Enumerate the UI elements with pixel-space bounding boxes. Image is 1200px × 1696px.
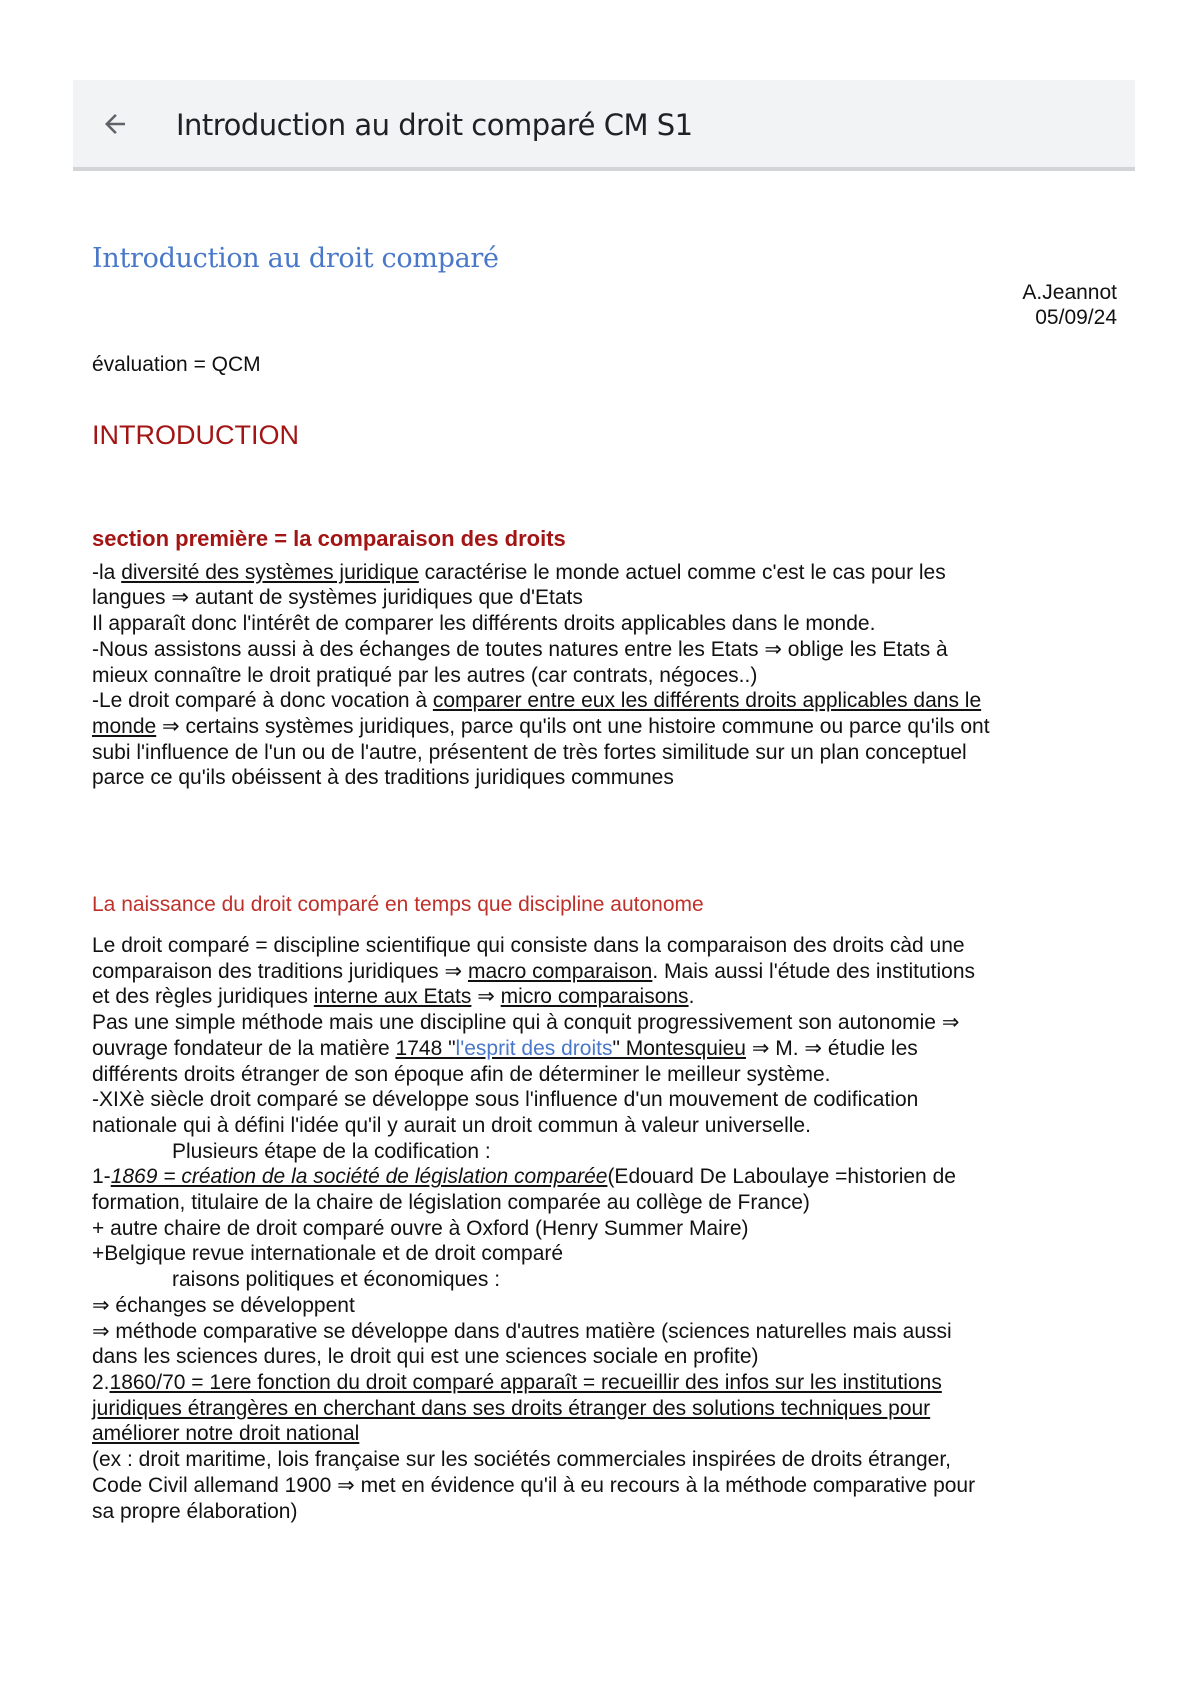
text-line: Il apparaît donc l'intérêt de comparer les différents droits applicables dans le monde. (92, 612, 876, 636)
author-block (92, 280, 1117, 330)
section-heading: section première = la comparaison des droits (92, 525, 566, 551)
top-app-bar (73, 80, 1135, 171)
esprit-des-droits-link[interactable]: l'esprit des droits (455, 1036, 613, 1060)
text-line: formation, titulaire de la chaire de législation comparée au collège de France) (92, 1191, 810, 1215)
text-line: comparaison des traditions juridiques ⇒ macro comparaison. Mais aussi l'étude des institutions (92, 959, 976, 983)
text-line: ⇒ échanges se développent (92, 1293, 355, 1317)
text-line: ouvrage fondateur de la matière 1748 "l'esprit des droits" Montesquieu ⇒ M. ⇒ étudie les (92, 1036, 918, 1060)
text-line: Le droit comparé = discipline scientifique qui consiste dans la comparaison des droits càd une (92, 934, 965, 958)
paragraph-comparaison (92, 560, 1117, 791)
text-line: + autre chaire de droit comparé ouvre à Oxford (Henry Summer Maire) (92, 1216, 749, 1240)
text-line: -la diversité des systèmes juridique caractérise le monde actuel comme c'est le cas pour les (92, 560, 946, 584)
text-line: nationale qui à défini l'idée qu'il y aurait un droit commun à valeur universelle. (92, 1113, 811, 1137)
text-line: 1-1869 = création de la société de législation comparée(Edouard De Laboulaye =historien de (92, 1165, 956, 1189)
underlined-text: comparer entre eux les différents droits applicables dans le (432, 689, 982, 713)
text-line: différents droits étranger de son époque afin de déterminer le meilleur système. (92, 1062, 831, 1086)
app-bar-title: Introduction au droit comparé CM S1 (176, 108, 693, 142)
text-line: -Le droit comparé à donc vocation à comparer entre eux les différents droits applicables dans le (92, 689, 982, 713)
introduction-heading: INTRODUCTION (92, 419, 299, 450)
text-line (92, 1421, 1117, 1447)
text-line: sa propre élaboration) (92, 1499, 298, 1523)
text-line: Code Civil allemand 1900 ⇒ met en évidence qu'il à eu recours à la méthode comparative pour (92, 1473, 976, 1497)
author-name: A.Jeannot (1022, 281, 1117, 304)
document-date: 05/09/24 (1035, 306, 1117, 329)
text-line: (ex : droit maritime, lois française sur les sociétés commerciales inspirées de droits étranger, (92, 1448, 951, 1472)
underlined-text: macro comparaison (467, 959, 653, 983)
underlined-text: améliorer notre droit national (92, 1422, 360, 1446)
document-body (92, 242, 1117, 1524)
text-line: raisons politiques et économiques : (172, 1268, 501, 1292)
text-line: +Belgique revue internationale et de droit comparé (92, 1242, 564, 1266)
arrow-left-icon (100, 109, 130, 139)
text-line: -Nous assistons aussi à des échanges de toutes natures entre les Etats ⇒ oblige les Etats à (92, 637, 948, 661)
underlined-text: micro comparaisons (500, 985, 689, 1009)
text-line: dans les sciences dures, le droit qui est une sciences sociale en profite) (92, 1345, 759, 1369)
underlined-text: 1869 = création de la société de législation comparée (110, 1165, 608, 1189)
text-line: mieux connaître le droit pratiqué par les autres (car contrats, négoces..) (92, 663, 758, 687)
underlined-text: 1860/70 = 1ere fonction du droit comparé apparaît = recueillir des infos sur les institutions (109, 1370, 942, 1394)
document-title: Introduction au droit comparé (92, 243, 499, 274)
underlined-text: juridiques étrangères en cherchant dans ses droits étranger des solutions techniques pour (92, 1396, 931, 1420)
underlined-text: monde (92, 714, 157, 738)
text-line: 2.1860/70 = 1ere fonction du droit comparé apparaît = recueillir des infos sur les institutions (92, 1370, 942, 1394)
text-line: monde ⇒ certains systèmes juridiques, parce qu'ils ont une histoire commune ou parce qu'ils ont (92, 714, 990, 738)
paragraph-naissance (92, 933, 1117, 1524)
text-line: Pas une simple méthode mais une discipline qui à conquit progressivement son autonomie ⇒ (92, 1011, 960, 1035)
text-line: et des règles juridiques interne aux Etats ⇒ micro comparaisons. (92, 985, 695, 1009)
text-line: parce ce qu'ils obéissent à des traditions juridiques communes (92, 766, 674, 790)
text-line: Plusieurs étape de la codification : (172, 1139, 491, 1163)
back-button[interactable] (93, 102, 137, 146)
subsection-heading: La naissance du droit comparé en temps que discipline autonome (92, 893, 704, 917)
underlined-text: 1748 "l'esprit des droits" Montesquieu (395, 1036, 746, 1060)
underlined-text: interne aux Etats (313, 985, 472, 1009)
text-line (92, 1396, 1117, 1422)
underlined-text: diversité des systèmes juridique (121, 560, 419, 584)
text-line: -XIXè siècle droit comparé se développe sous l'influence d'un mouvement de codification (92, 1088, 919, 1112)
evaluation-line: évaluation = QCM (92, 353, 261, 376)
text-line: subi l'influence de l'un ou de l'autre, présentent de très fortes similitude sur un plan conceptuel (92, 740, 967, 764)
text-line: ⇒ méthode comparative se développe dans d'autres matière (sciences naturelles mais aussi (92, 1319, 952, 1343)
text-line: langues ⇒ autant de systèmes juridiques que d'Etats (92, 586, 583, 610)
